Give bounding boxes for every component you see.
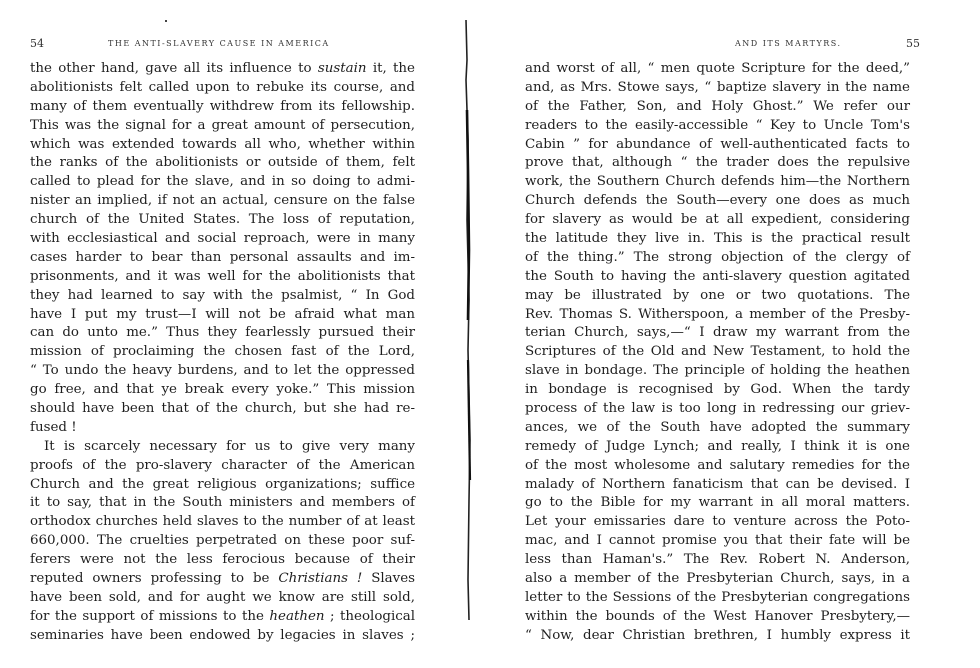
text-line: orthodox churches held slaves to the number of at least — [30, 514, 415, 530]
text-line: the other hand, gave all its influence to sustain it, the — [30, 61, 415, 76]
text-line: also a member of the Presbyterian Church, says, in a — [525, 571, 910, 587]
text-line: in bondage is recognised by God. When the tardy — [525, 382, 910, 398]
text-line: Church and the great religious organizations; suffice — [30, 476, 415, 492]
text-line: church of the United States. The loss of reputation, — [30, 212, 415, 228]
text-line: the South to having the anti-slavery question agitated — [525, 268, 910, 284]
text-line: of the Father, Son, and Holy Ghost.” We refer our — [525, 98, 910, 114]
right-page-body — [525, 60, 910, 646]
text-line: have I put my trust—I will not be afraid what man — [30, 306, 415, 322]
text-line: called to plead for the slave, and in so doing to admi- — [30, 174, 415, 190]
text-line: of the most wholesome and salutary remedies for the — [525, 457, 910, 473]
text-line: may be illustrated by one or two quotations. The — [525, 287, 910, 303]
text-line: prove that, although “ the trader does the repulsive — [525, 155, 910, 171]
text-line: the ranks of the abolitionists or outside of them, felt — [30, 155, 415, 171]
text-line: for the support of missions to the heathen ; theological — [30, 608, 415, 624]
text-line: reputed owners professing to be Christians ! Slaves — [30, 571, 415, 587]
text-line: with ecclesiastical and social reproach, were in many — [30, 231, 415, 247]
text-line: proofs of the pro-slavery character of the American — [30, 457, 415, 473]
text-line: Cabin ” for abundance of well-authenticated facts to — [525, 136, 910, 152]
left-page-header — [30, 37, 415, 51]
italic-word: sustain — [317, 61, 367, 76]
text-line: Church defends the South—every one does as much — [525, 193, 910, 209]
text-line: have been sold, and for aught we know are still sold, — [30, 589, 415, 605]
book-gutter-shadow — [461, 20, 473, 620]
italic-word: heathen — [269, 608, 325, 624]
text-line: This was the signal for a great amount of persecution, — [30, 117, 415, 133]
left-page-body — [30, 60, 415, 646]
text-line: go free, and that ye break every yoke.” This mission — [30, 382, 415, 398]
text-line: it to say, that in the South ministers and members of — [30, 495, 415, 511]
text-line: fused ! — [30, 419, 77, 435]
italic-word: Christians ! — [278, 571, 363, 587]
text-line: many of them eventually withdrew from its fellowship. — [30, 98, 415, 114]
text-line: malady of Northern fanaticism that can be devised. I — [525, 476, 910, 492]
text-line: ances, we of the South have adopted the summary — [525, 419, 910, 435]
text-line: mac, and I cannot promise you that their fate will be — [525, 533, 910, 549]
right-running-head: AND ITS MARTYRS. — [735, 39, 842, 48]
text-line: terian Church, says,—“ I draw my warrant from the — [525, 325, 910, 341]
text-line: of the thing.” The strong objection of the clergy of — [525, 249, 910, 265]
text-line: letter to the Sessions of the Presbyterian congregations — [525, 589, 910, 605]
text-line: for slavery as would be at all expedient, considering — [525, 212, 910, 228]
right-page — [525, 0, 920, 668]
left-page-number: 54 — [30, 37, 44, 50]
text-line: “ Now, dear Christian brethren, I humbly express it — [525, 627, 910, 643]
text-line: Rev. Thomas S. Witherspoon, a member of the Presby- — [525, 306, 910, 322]
right-page-header — [525, 37, 920, 51]
text-line: work, the Southern Church defends him—the Northern — [525, 174, 910, 190]
text-line: slave in bondage. The principle of holding the heathen — [525, 363, 910, 379]
text-line: and worst of all, “ men quote Scripture for the deed,” — [525, 61, 910, 76]
left-page — [30, 0, 415, 668]
text-line: within the bounds of the West Hanover Presbytery,— — [525, 608, 910, 624]
text-line: It is scarcely necessary for us to give very many — [44, 438, 415, 454]
text-line: seminaries have been endowed by legacies in slaves ; — [30, 627, 415, 643]
text-line: should have been that of the church, but she had re- — [30, 401, 415, 417]
text-line: abolitionists felt called upon to rebuke its course, and — [30, 79, 415, 95]
left-running-head: THE ANTI-SLAVERY CAUSE IN AMERICA — [108, 39, 330, 48]
right-page-number: 55 — [906, 37, 920, 50]
text-line: cases harder to bear than personal assaults and im- — [30, 249, 415, 265]
text-line: they had learned to say with the psalmist, “ In God — [30, 287, 415, 303]
text-line: can do unto me.” Thus they fearlessly pursued their — [30, 325, 415, 341]
text-line: mission of proclaiming the chosen fast of the Lord, — [30, 344, 415, 360]
text-line: “ To undo the heavy burdens, and to let the oppressed — [30, 363, 415, 379]
text-line: and, as Mrs. Stowe says, “ baptize slavery in the name — [525, 79, 910, 95]
text-line: nister an implied, if not an actual, censure on the false — [30, 193, 415, 209]
text-line: 660,000. The cruelties perpetrated on these poor suf- — [30, 533, 415, 549]
text-line: Let your emissaries dare to venture across the Poto- — [525, 514, 910, 530]
text-line: prisonments, and it was well for the abolitionists that — [30, 268, 415, 284]
text-line: process of the law is too long in redressing our griev- — [525, 401, 910, 417]
text-line: readers to the easily-accessible “ Key to Uncle Tom's — [525, 117, 910, 133]
text-line: remedy of Judge Lynch; and really, I think it is one — [525, 438, 910, 454]
text-line: go to the Bible for my warrant in all moral matters. — [525, 495, 910, 511]
text-line: the latitude they live in. This is the practical result — [525, 231, 910, 247]
text-line: ferers were not the less ferocious because of their — [30, 552, 415, 568]
text-line: less than Haman's.” The Rev. Robert N. Anderson, — [525, 552, 910, 568]
text-line: Scriptures of the Old and New Testament, to hold the — [525, 344, 910, 360]
text-line: which was extended towards all who, whether within — [30, 136, 415, 152]
